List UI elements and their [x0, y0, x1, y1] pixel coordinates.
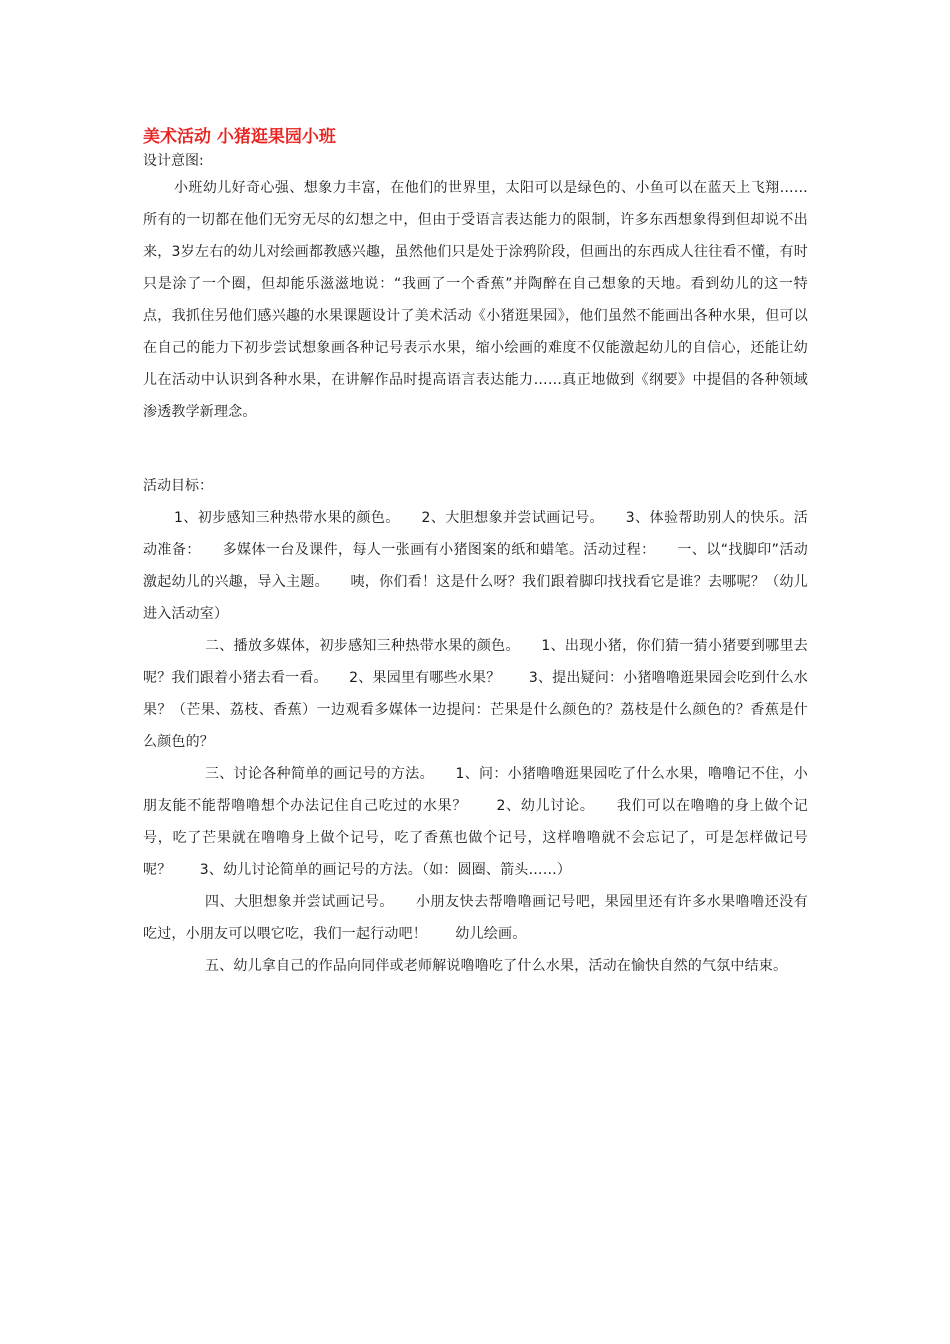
activity-step-5-paragraph: 五、幼儿拿自己的作品向同伴或老师解说噜噜吃了什么水果，活动在愉快自然的气氛中结束。 [205, 958, 788, 974]
section-gap [143, 428, 808, 470]
document-body [143, 124, 808, 982]
activity-goals-label: 活动目标： [143, 478, 213, 494]
activity-step-3-paragraph: 三、讨论各种简单的画记号的方法。 1、问：小猪噜噜逛果园吃了什么水果，噜噜记不住，小朋友能不能帮噜噜想个办法记住自己吃过的水果？ 2、幼儿讨论。 我们可以在噜噜的身上做个记号，吃了芒果就在噜噜身上做个记号，吃了香蕉也做个记号，这样噜噜就不会忘记了，可是怎样做记号呢？ 3、幼儿讨论简单的画记号的方法。（如：圆圈、箭头……） [143, 766, 808, 878]
design-intent-label: 设计意图: [143, 153, 204, 169]
design-intent-paragraph: 小班幼儿好奇心强、想象力丰富，在他们的世界里，太阳可以是绿色的、小鱼可以在蓝天上飞翔……所有的一切都在他们无穷无尽的幻想之中，但由于受语言表达能力的限制，许多东西想象得到但却说不出来，3岁左右的幼儿对绘画都教感兴趣，虽然他们只是处于涂鸦阶段，但画出的东西成人往往看不懂，有时只是涂了一个圈，但却能乐滋滋地说：“我画了一个香蕉”并陶醉在自己想象的天地。看到幼儿的这一特点，我抓住另他们感兴趣的水果课题设计了美术活动《小猪逛果园》，他们虽然不能画出各种水果，但可以在自己的能力下初步尝试想象画各种记号表示水果，缩小绘画的难度不仅能激起幼儿的自信心，还能让幼儿在活动中认识到各种水果，在讲解作品时提高语言表达能力……真正地做到《纲要》中提倡的各种领域渗透教学新理念。 [143, 180, 808, 420]
document-title: 美术活动 小猪逛果园小班 [143, 127, 336, 147]
activity-step-2-paragraph: 二、播放多媒体，初步感知三种热带水果的颜色。 1、出现小猪，你们猜一猜小猪要到哪里去呢？我们跟着小猪去看一看。 2、果园里有哪些水果？ 3、提出疑问：小猪噜噜逛果园会吃到什么水果？（芒果、荔枝、香蕉）一边观看多媒体一边提问：芒果是什么颜色的？荔枝是什么颜色的？香蕉是什么颜色的？ [143, 638, 808, 750]
activity-step-4-paragraph: 四、大胆想象并尝试画记号。 小朋友快去帮噜噜画记号吧，果园里还有许多水果噜噜还没有吃过，小朋友可以喂它吃，我们一起行动吧！ 幼儿绘画。 [143, 894, 808, 942]
activity-goals-paragraph: 1、初步感知三种热带水果的颜色。 2、大胆想象并尝试画记号。 3、体验帮助别人的快乐。活动准备： 多媒体一台及课件，每人一张画有小猪图案的纸和蜡笔。活动过程： 一、以“找脚印”活动激起幼儿的兴趣，导入主题。 咦，你们看！这是什么呀？我们跟着脚印找找看它是谁？去哪呢？（幼儿进入活动室） [143, 510, 808, 622]
